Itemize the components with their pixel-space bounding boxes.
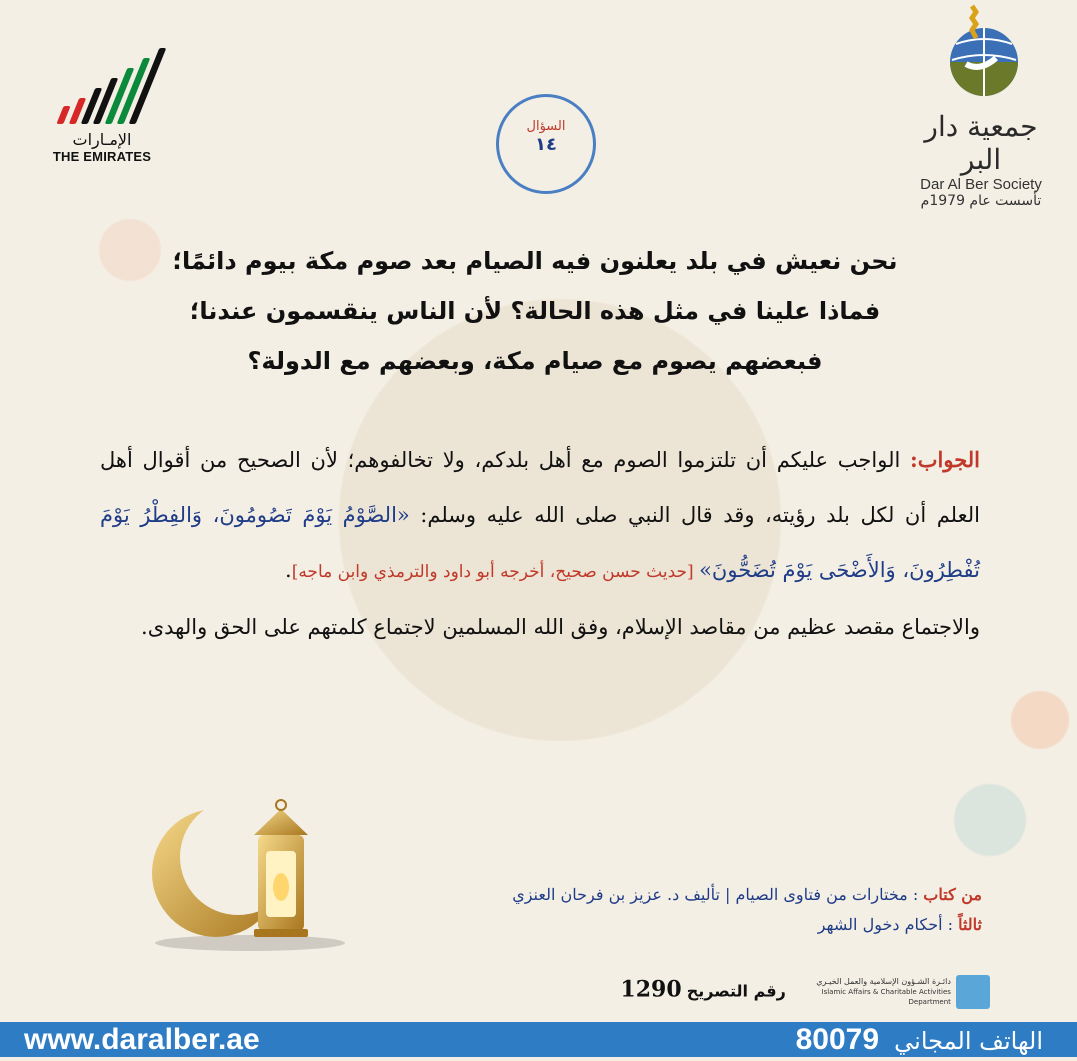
- answer-paragraph-1: [100, 432, 980, 600]
- hadith-grade: [حديث حسن صحيح، أخرجه أبو داود والترمذي وابن ماجه]: [291, 562, 700, 582]
- source-book-label: من كتاب: [923, 885, 982, 904]
- department-name-english: Islamic Affairs & Charitable Activities Department: [821, 988, 951, 1006]
- uae-logo: [52, 44, 162, 184]
- department-name: [791, 977, 951, 1007]
- phone-label: الهاتف المجاني: [894, 1027, 1043, 1055]
- answer-paragraph-2: والاجتماع مقصد عظيم من مقاصد الإسلام، وفق الله المسلمين لاجتماع كلمتهم على الحق والهدى.: [141, 615, 980, 639]
- source-section-text: : أحكام دخول الشهر: [817, 915, 959, 934]
- answer-text-end: .: [285, 558, 292, 582]
- toll-free-phone: [796, 1022, 1043, 1061]
- question-text: [150, 236, 920, 386]
- phone-number[interactable]: 80079: [795, 1023, 880, 1056]
- department-logo-icon: [956, 975, 990, 1009]
- question-line: فماذا علينا في مثل هذه الحالة؟ لأن الناس ينقسمون عندنا؛: [189, 297, 881, 325]
- permit-number: 1290: [620, 976, 682, 1003]
- website-link[interactable]: www.daralber.ae: [24, 1023, 260, 1056]
- hadith-quote: «الصَّوْمُ يَوْمَ تَصُومُونَ، وَالفِطْرُ يَوْمَ تُفْطِرُونَ، وَالأَضْحَى يَوْمَ تُضَحُّونَ»: [100, 503, 980, 582]
- source-section-label: ثالثاً: [958, 915, 982, 934]
- permit-info: [600, 975, 990, 1011]
- answer-label: الجواب:: [910, 447, 980, 472]
- badge-label: السؤال: [526, 119, 566, 134]
- answer-text: الواجب عليكم أن تلتزموا الصوم مع أهل بلدكم، ولا تخالفوهم؛ لأن الصحيح من أقوال أهل العلم أن لكل بلد رؤيته، وقد قال النبي صلى الله عليه وسلم:: [100, 448, 980, 527]
- source-section-line: [282, 910, 982, 940]
- uae-logo-arabic: الإمـارات: [72, 130, 132, 149]
- question-line: نحن نعيش في بلد يعلنون فيه الصيام بعد صوم مكة بيوم دائمًا؛: [172, 247, 898, 275]
- source-book-text: : مختارات من فتاوى الصيام | تأليف د. عزيز بن فرحان العنزي: [512, 885, 924, 904]
- question-line: فبعضهم يصوم مع صيام مكة، وبعضهم مع الدولة؟: [247, 347, 823, 375]
- uae-logo-english: THE EMIRATES: [52, 149, 152, 164]
- org-name-arabic: جمعية دار البر: [924, 110, 1038, 176]
- source-info: [282, 880, 982, 940]
- org-name-english: Dar Al Ber Society: [920, 176, 1042, 193]
- answer-block: [100, 432, 980, 655]
- footer-bar: [0, 1022, 1077, 1057]
- uae-bars-icon: [52, 44, 152, 124]
- department-name-arabic: دائـرة الشـؤون الإسلامية والعمل الخيـري: [816, 977, 951, 986]
- source-book-line: [282, 880, 982, 910]
- dar-al-ber-logo: [911, 4, 1051, 214]
- permit-label: رقم التصريح: [686, 981, 786, 1001]
- org-established: تأسست عام 1979م: [920, 193, 1042, 209]
- globe-wheat-icon: [936, 4, 1026, 104]
- question-number-badge: [496, 94, 596, 194]
- badge-number: ١٤: [535, 134, 557, 155]
